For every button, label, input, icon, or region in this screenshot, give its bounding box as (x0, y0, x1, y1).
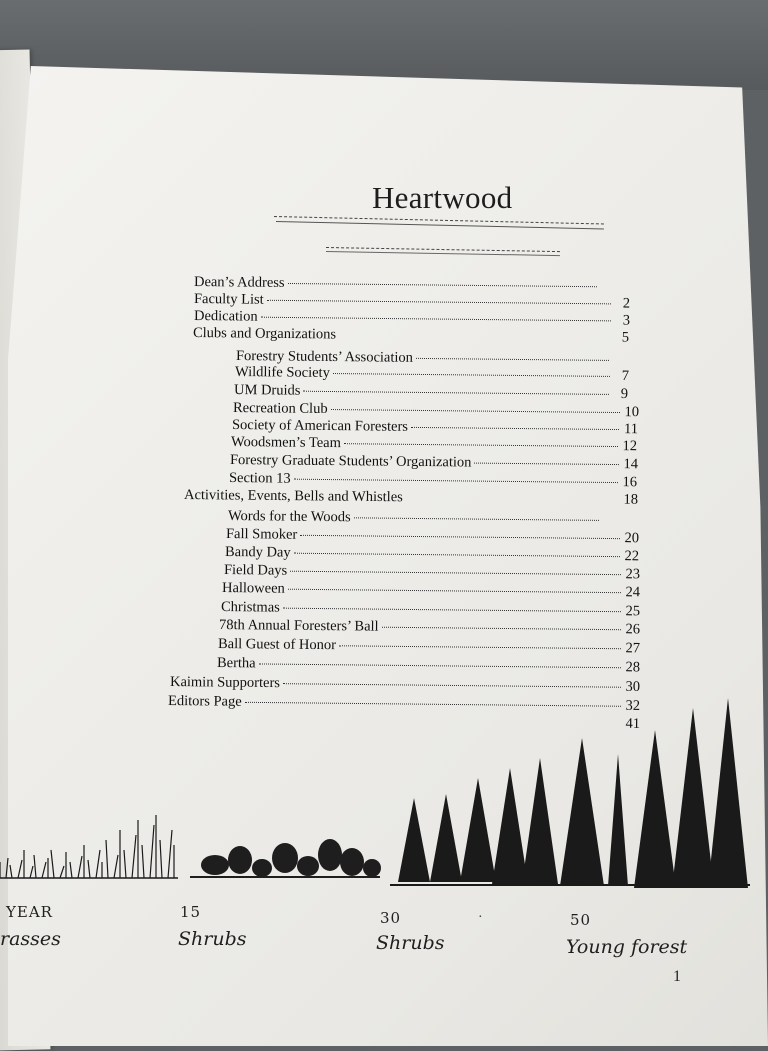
toc-leader (339, 645, 621, 649)
toc-entry-label: Wildlife Society (235, 364, 330, 382)
toc-entry-label: 78th Annual Foresters’ Ball (219, 617, 379, 636)
toc-leader (474, 463, 619, 466)
toc-entry-page: 18 (622, 492, 638, 509)
toc-entry-page: 28 (624, 659, 640, 676)
speck-mark: · (478, 910, 483, 926)
toc-entry-label: Dean’s Address (194, 274, 285, 292)
toc-entry-label: Forestry Graduate Students’ Organization (230, 452, 472, 472)
toc-entry-page: 20 (623, 530, 639, 547)
toc-entry-page: 9 (612, 386, 628, 403)
toc-leader (354, 517, 599, 521)
toc-entry-label: Words for the Woods (228, 508, 351, 526)
toc-entry-label: Fall Smoker (226, 526, 297, 544)
toc-entry-page: 2 (614, 295, 630, 312)
toc-leader (259, 663, 621, 668)
shrubs-illustration (190, 839, 381, 878)
toc-entry-label: Editors Page (168, 693, 242, 711)
stage-label-2: Shrubs (376, 932, 445, 954)
stage-label-3: Young forest (566, 936, 687, 958)
toc-entry-page: 3 (614, 312, 630, 329)
toc-leader (288, 589, 621, 593)
stage-year-3: 50 (570, 910, 591, 929)
toc-entry-label: Faculty List (194, 291, 264, 309)
toc-entry-page: 22 (623, 548, 639, 565)
toc-leader (382, 627, 621, 631)
toc-leader (294, 479, 618, 483)
toc-leader (303, 391, 609, 395)
page-number: 1 (673, 968, 681, 986)
toc-leader (344, 443, 618, 447)
toc-entry-label: UM Druids (234, 382, 301, 400)
toc-leader (283, 683, 621, 688)
stage-year-1: 15 (180, 902, 201, 921)
toc-entry-label: Woodsmen’s Team (231, 434, 341, 452)
toc-leader (300, 535, 620, 539)
page-title: Heartwood (372, 180, 512, 216)
stage-year-2: 30 (380, 908, 401, 927)
toc-entry-label: Forestry Students’ Association (236, 348, 413, 367)
toc-entry-page: 14 (622, 456, 638, 473)
toc-entry-page: 41 (624, 716, 640, 733)
toc-entry-page: 30 (624, 679, 640, 696)
toc-entry-label: Dedication (194, 308, 258, 326)
toc-entry-label: Christmas (221, 599, 280, 617)
forest-succession-illustration (0, 690, 768, 900)
toc-leader (416, 358, 609, 361)
conifer-trees-illustration (390, 698, 750, 888)
toc-leader (406, 498, 619, 500)
toc-entry (184, 487, 638, 510)
toc-leader (294, 553, 620, 557)
toc-entry-label: Bertha (217, 655, 256, 672)
toc-entry-page: 23 (624, 566, 640, 583)
toc-entry-label: Society of American Foresters (232, 417, 408, 436)
toc-leader (267, 300, 611, 305)
toc-entry-page: 11 (622, 421, 638, 438)
toc-entry (193, 325, 629, 348)
grasses-illustration (0, 815, 178, 878)
stage-label-0: rasses (0, 928, 61, 950)
toc-leader (411, 427, 619, 430)
toc-entry-label: Recreation Club (233, 400, 328, 418)
toc-entry-page: 25 (624, 603, 640, 620)
toc-entry-page: 10 (623, 404, 639, 421)
toc-leader (288, 283, 597, 287)
toc-entry-label: Field Days (224, 562, 287, 580)
toc-leader (331, 409, 620, 413)
toc-entry-label: Section 13 (229, 470, 291, 488)
toc-entry-label: Activities, Events, Bells and Whistles (184, 487, 403, 506)
toc-leader (339, 336, 610, 339)
toc-entry-page: 16 (621, 474, 637, 491)
toc-leader (261, 317, 611, 322)
toc-entry-page: 5 (613, 329, 629, 346)
toc-entry (217, 655, 640, 677)
toc-leader (283, 608, 621, 613)
toc-entry-label: Clubs and Organizations (193, 325, 336, 343)
toc-entry-page: 27 (624, 640, 640, 657)
stage-year-0: YEAR (6, 902, 53, 921)
toc-entry-page: 12 (621, 438, 637, 455)
toc-entry-label: Ball Guest of Honor (218, 636, 336, 654)
toc-entry-label: Halloween (222, 580, 285, 598)
toc-entry-label: Bandy Day (225, 544, 291, 562)
toc-entry-page: 32 (624, 698, 640, 715)
toc-leader (290, 571, 621, 575)
toc-entry-page: 24 (624, 584, 640, 601)
toc-entry-page: 7 (613, 368, 629, 385)
toc-entry-label: Kaimin Supporters (170, 674, 280, 692)
stage-label-1: Shrubs (178, 928, 247, 950)
toc-entry-page: 26 (624, 621, 640, 638)
toc-leader (333, 373, 610, 377)
